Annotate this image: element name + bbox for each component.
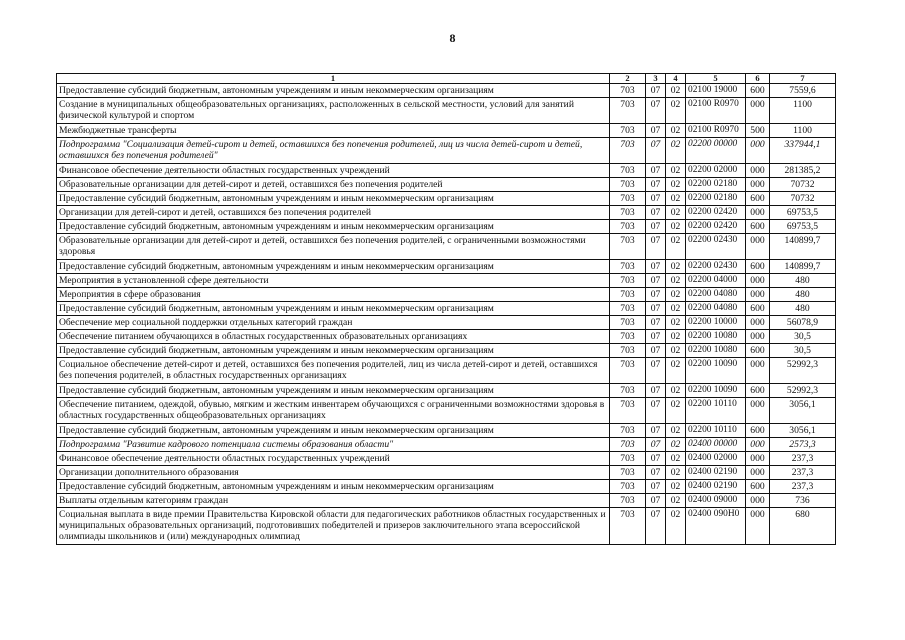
row-name-cell: Предоставление субсидий бюджетным, автономным учреждениям и иным некоммерческим организациям [57,260,610,274]
expense-type-cell: 600 [746,260,770,274]
target-article-cell: 02400 00000 [686,438,746,452]
ministry-code-cell: 703 [610,480,646,494]
target-article-cell: 02100 R0970 [686,124,746,138]
target-article-cell: 02400 02000 [686,452,746,466]
section-code-cell: 07 [646,138,666,164]
target-article-cell: 02200 10080 [686,330,746,344]
subsection-code-cell: 02 [666,164,686,178]
target-article-cell: 02200 00000 [686,138,746,164]
subsection-code-cell: 02 [666,344,686,358]
subsection-code-cell: 02 [666,466,686,480]
amount-cell: 480 [770,274,836,288]
ministry-code-cell: 703 [610,274,646,288]
table-row [57,330,836,344]
target-article-cell: 02200 10110 [686,398,746,424]
subsection-code-cell: 02 [666,138,686,164]
table-row [57,384,836,398]
amount-cell: 237,3 [770,452,836,466]
amount-cell: 237,3 [770,480,836,494]
table-row [57,178,836,192]
expense-type-cell: 000 [746,206,770,220]
subsection-code-cell: 02 [666,206,686,220]
target-article-cell: 02200 02420 [686,206,746,220]
target-article-cell: 02400 02190 [686,480,746,494]
column-header: 4 [666,74,686,84]
amount-cell: 52992,3 [770,384,836,398]
expense-type-cell: 500 [746,124,770,138]
row-name-cell: Создание в муниципальных общеобразовательных организациях, расположенных в сельской местности, условий для занятий физической культурой и спортом [57,98,610,124]
ministry-code-cell: 703 [610,316,646,330]
amount-cell: 736 [770,494,836,508]
ministry-code-cell: 703 [610,452,646,466]
section-code-cell: 07 [646,480,666,494]
expense-type-cell: 000 [746,452,770,466]
table-row [57,508,836,545]
row-name-cell: Образовательные организации для детей-сирот и детей, оставшихся без попечения родителей, с ограниченными возможностями здоровья [57,234,610,260]
section-code-cell: 07 [646,494,666,508]
column-header: 6 [746,74,770,84]
expense-type-cell: 600 [746,384,770,398]
row-name-cell: Обеспечение мер социальной поддержки отдельных категорий граждан [57,316,610,330]
expense-type-cell: 000 [746,274,770,288]
row-name-cell: Обеспечение питанием обучающихся в областных государственных образовательных организациях [57,330,610,344]
row-name-cell: Предоставление субсидий бюджетным, автономным учреждениям и иным некоммерческим организациям [57,220,610,234]
expense-type-cell: 600 [746,480,770,494]
row-name-cell: Выплаты отдельным категориям граждан [57,494,610,508]
amount-cell: 140899,7 [770,260,836,274]
row-name-cell: Подпрограмма "Развитие кадрового потенциала системы образования области" [57,438,610,452]
subsection-code-cell: 02 [666,508,686,545]
amount-cell: 1100 [770,124,836,138]
column-header: 2 [610,74,646,84]
target-article-cell: 02400 02190 [686,466,746,480]
expense-type-cell: 000 [746,98,770,124]
row-name-cell: Предоставление субсидий бюджетным, автономным учреждениям и иным некоммерческим организациям [57,424,610,438]
ministry-code-cell: 703 [610,84,646,98]
amount-cell: 56078,9 [770,316,836,330]
ministry-code-cell: 703 [610,192,646,206]
subsection-code-cell: 02 [666,98,686,124]
expense-type-cell: 000 [746,330,770,344]
ministry-code-cell: 703 [610,178,646,192]
section-code-cell: 07 [646,164,666,178]
table-row [57,98,836,124]
table-row [57,344,836,358]
expense-type-cell: 000 [746,438,770,452]
amount-cell: 3056,1 [770,398,836,424]
row-name-cell: Предоставление субсидий бюджетным, автономным учреждениям и иным некоммерческим организациям [57,84,610,98]
table-row [57,452,836,466]
table-row [57,316,836,330]
row-name-cell: Предоставление субсидий бюджетным, автономным учреждениям и иным некоммерческим организациям [57,344,610,358]
subsection-code-cell: 02 [666,302,686,316]
table-row [57,302,836,316]
ministry-code-cell: 703 [610,124,646,138]
subsection-code-cell: 02 [666,192,686,206]
target-article-cell: 02200 02430 [686,234,746,260]
expense-type-cell: 000 [746,466,770,480]
amount-cell: 70732 [770,178,836,192]
section-code-cell: 07 [646,234,666,260]
expense-type-cell: 000 [746,288,770,302]
section-code-cell: 07 [646,84,666,98]
subsection-code-cell: 02 [666,480,686,494]
target-article-cell: 02200 04000 [686,274,746,288]
ministry-code-cell: 703 [610,234,646,260]
subsection-code-cell: 02 [666,398,686,424]
amount-cell: 337944,1 [770,138,836,164]
target-article-cell: 02100 19000 [686,84,746,98]
amount-cell: 30,5 [770,344,836,358]
row-name-cell: Образовательные организации для детей-сирот и детей, оставшихся без попечения родителей [57,178,610,192]
expense-type-cell: 000 [746,138,770,164]
amount-cell: 70732 [770,192,836,206]
table-row [57,124,836,138]
ministry-code-cell: 703 [610,508,646,545]
section-code-cell: 07 [646,438,666,452]
table-row [57,164,836,178]
ministry-code-cell: 703 [610,330,646,344]
table-row [57,288,836,302]
subsection-code-cell: 02 [666,178,686,192]
table-row [57,494,836,508]
amount-cell: 237,3 [770,466,836,480]
ministry-code-cell: 703 [610,438,646,452]
section-code-cell: 07 [646,192,666,206]
expense-type-cell: 000 [746,358,770,384]
subsection-code-cell: 02 [666,234,686,260]
row-name-cell: Социальное обеспечение детей-сирот и детей, оставшихся без попечения родителей, лиц из числа детей-сирот и детей, оставшихся без попечения родителей, в областных государственных организациях [57,358,610,384]
ministry-code-cell: 703 [610,164,646,178]
table-row [57,424,836,438]
ministry-code-cell: 703 [610,494,646,508]
subsection-code-cell: 02 [666,494,686,508]
row-name-cell: Предоставление субсидий бюджетным, автономным учреждениям и иным некоммерческим организациям [57,302,610,316]
subsection-code-cell: 02 [666,84,686,98]
expense-type-cell: 000 [746,494,770,508]
amount-cell: 30,5 [770,330,836,344]
ministry-code-cell: 703 [610,398,646,424]
section-code-cell: 07 [646,358,666,384]
expense-type-cell: 600 [746,84,770,98]
subsection-code-cell: 02 [666,452,686,466]
row-name-cell: Организации для детей-сирот и детей, оставшихся без попечения родителей [57,206,610,220]
amount-cell: 7559,6 [770,84,836,98]
subsection-code-cell: 02 [666,124,686,138]
table-body [57,74,836,545]
target-article-cell: 02200 04080 [686,288,746,302]
row-name-cell: Мероприятия в сфере образования [57,288,610,302]
amount-cell: 281385,2 [770,164,836,178]
row-name-cell: Межбюджетные трансферты [57,124,610,138]
row-name-cell: Мероприятия в установленной сфере деятельности [57,274,610,288]
amount-cell: 2573,3 [770,438,836,452]
page-number: 8 [449,31,456,45]
section-code-cell: 07 [646,124,666,138]
section-code-cell: 07 [646,288,666,302]
target-article-cell: 02400 09000 [686,494,746,508]
ministry-code-cell: 703 [610,138,646,164]
section-code-cell: 07 [646,274,666,288]
ministry-code-cell: 703 [610,384,646,398]
expense-type-cell: 600 [746,192,770,206]
target-article-cell: 02200 10090 [686,358,746,384]
section-code-cell: 07 [646,424,666,438]
amount-cell: 140899,7 [770,234,836,260]
ministry-code-cell: 703 [610,344,646,358]
table-row [57,398,836,424]
subsection-code-cell: 02 [666,358,686,384]
section-code-cell: 07 [646,206,666,220]
expense-type-cell: 600 [746,220,770,234]
subsection-code-cell: 02 [666,330,686,344]
subsection-code-cell: 02 [666,260,686,274]
expense-type-cell: 000 [746,164,770,178]
section-code-cell: 07 [646,98,666,124]
target-article-cell: 02200 10080 [686,344,746,358]
amount-cell: 3056,1 [770,424,836,438]
row-name-cell: Социальная выплата в виде премии Правительства Кировской области для педагогических работников областных государственных и муниципальных образовательных организаций, подготовивших победителей и призеров заключительного этапа всероссийской олимпиады школьников и (или) международных олимпиад [57,508,610,545]
section-code-cell: 07 [646,466,666,480]
budget-table [56,73,836,545]
target-article-cell: 02200 02420 [686,220,746,234]
row-name-cell: Финансовое обеспечение деятельности областных государственных учреждений [57,164,610,178]
target-article-cell: 02200 02430 [686,260,746,274]
row-name-cell: Подпрограмма "Социализация детей-сирот и детей, оставшихся без попечения родителей, лиц из числа детей-сирот и детей, оставшихся без попечения родителей" [57,138,610,164]
target-article-cell: 02200 10000 [686,316,746,330]
table-row [57,138,836,164]
section-code-cell: 07 [646,508,666,545]
amount-cell: 480 [770,302,836,316]
target-article-cell: 02200 02180 [686,192,746,206]
table-row [57,192,836,206]
row-name-cell: Предоставление субсидий бюджетным, автономным учреждениям и иным некоммерческим организациям [57,192,610,206]
row-name-cell: Обеспечение питанием, одеждой, обувью, мягким и жестким инвентарем обучающихся с ограниченными возможностями здоровья в областных государственных общеобразовательных организациях [57,398,610,424]
amount-cell: 69753,5 [770,220,836,234]
section-code-cell: 07 [646,302,666,316]
expense-type-cell: 600 [746,344,770,358]
column-header: 5 [686,74,746,84]
table-row [57,260,836,274]
expense-type-cell: 000 [746,178,770,192]
target-article-cell: 02200 10090 [686,384,746,398]
subsection-code-cell: 02 [666,316,686,330]
column-header: 7 [770,74,836,84]
target-article-cell: 02400 090H0 [686,508,746,545]
expense-type-cell: 000 [746,508,770,545]
ministry-code-cell: 703 [610,466,646,480]
section-code-cell: 07 [646,260,666,274]
table-row [57,206,836,220]
amount-cell: 69753,5 [770,206,836,220]
subsection-code-cell: 02 [666,274,686,288]
target-article-cell: 02200 04080 [686,302,746,316]
table-row [57,480,836,494]
section-code-cell: 07 [646,344,666,358]
subsection-code-cell: 02 [666,220,686,234]
subsection-code-cell: 02 [666,424,686,438]
table-row [57,358,836,384]
ministry-code-cell: 703 [610,98,646,124]
section-code-cell: 07 [646,220,666,234]
expense-type-cell: 000 [746,316,770,330]
section-code-cell: 07 [646,316,666,330]
ministry-code-cell: 703 [610,206,646,220]
section-code-cell: 07 [646,384,666,398]
section-code-cell: 07 [646,178,666,192]
table-row [57,84,836,98]
target-article-cell: 02200 02180 [686,178,746,192]
table-row [57,274,836,288]
expense-type-cell: 000 [746,398,770,424]
ministry-code-cell: 703 [610,424,646,438]
subsection-code-cell: 02 [666,438,686,452]
table-row [57,466,836,480]
column-header: 3 [646,74,666,84]
table-row [57,234,836,260]
ministry-code-cell: 703 [610,220,646,234]
amount-cell: 1100 [770,98,836,124]
amount-cell: 680 [770,508,836,545]
target-article-cell: 02200 02000 [686,164,746,178]
table-row [57,438,836,452]
row-name-cell: Предоставление субсидий бюджетным, автономным учреждениям и иным некоммерческим организациям [57,480,610,494]
expense-type-cell: 600 [746,424,770,438]
section-code-cell: 07 [646,398,666,424]
ministry-code-cell: 703 [610,358,646,384]
subsection-code-cell: 02 [666,384,686,398]
amount-cell: 52992,3 [770,358,836,384]
ministry-code-cell: 703 [610,260,646,274]
column-header: 1 [57,74,610,84]
table-row [57,220,836,234]
amount-cell: 480 [770,288,836,302]
target-article-cell: 02100 R0970 [686,98,746,124]
row-name-cell: Финансовое обеспечение деятельности областных государственных учреждений [57,452,610,466]
ministry-code-cell: 703 [610,288,646,302]
column-header-row [57,74,836,84]
row-name-cell: Предоставление субсидий бюджетным, автономным учреждениям и иным некоммерческим организациям [57,384,610,398]
subsection-code-cell: 02 [666,288,686,302]
target-article-cell: 02200 10110 [686,424,746,438]
section-code-cell: 07 [646,330,666,344]
expense-type-cell: 600 [746,302,770,316]
expense-type-cell: 000 [746,234,770,260]
section-code-cell: 07 [646,452,666,466]
row-name-cell: Организации дополнительного образования [57,466,610,480]
ministry-code-cell: 703 [610,302,646,316]
